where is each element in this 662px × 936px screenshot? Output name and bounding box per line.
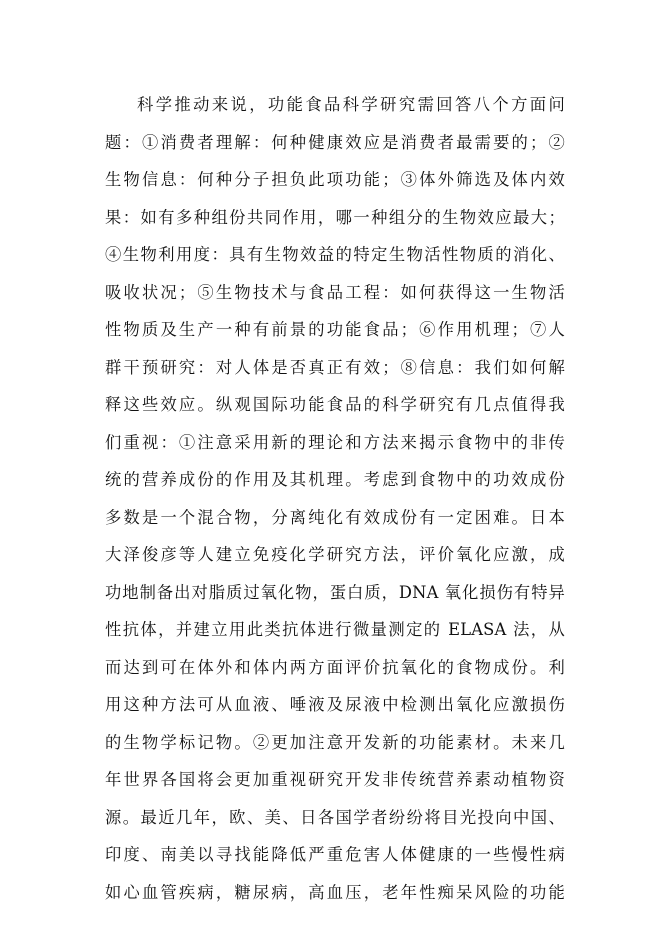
text-line: 科学推动来说，功能食品科学研究需回答八个方面问 <box>137 95 565 114</box>
text-line: 印度、南美以寻找能降低严重危害人体健康的一些慢性病 <box>105 845 565 864</box>
text-line: ④生物利用度：具有生物效益的特定生物活性物质的消化、 <box>105 245 565 264</box>
text-line: 生物信息：何种分子担负此项功能；③体外筛选及体内效 <box>105 170 565 189</box>
text-line: 年世界各国将会更加重视研究开发非传统营养素动植物资 <box>105 770 565 789</box>
text-line: 果：如有多种组份共同作用，哪一种组分的生物效应最大； <box>105 207 565 227</box>
text-line: 功地制备出对脂质过氧化物，蛋白质，DNA 氧化损伤有特异 <box>105 582 565 602</box>
text-line: 性物质及生产一种有前景的功能食品；⑥作用机理；⑦人 <box>105 320 565 339</box>
text-line: 统的营养成份的作用及其机理。考虑到食物中的功效成份 <box>105 470 565 489</box>
text-line: 大泽俊彦等人建立免疫化学研究方法，评价氧化应激，成 <box>105 545 565 564</box>
text-line: 群干预研究：对人体是否真正有效；⑧信息：我们如何解 <box>105 357 565 377</box>
text-line: 们重视：①注意采用新的理论和方法来揭示食物中的非传 <box>105 432 565 452</box>
text-line: 释这些效应。纵观国际功能食品的科学研究有几点值得我 <box>105 395 565 414</box>
text-line: 而达到可在体外和体内两方面评价抗氧化的食物成份。利 <box>105 657 565 677</box>
text-line: 源。最近几年，欧、美、日各国学者纷纷将目光投向中国、 <box>105 807 565 827</box>
text-line: 题：①消费者理解：何种健康效应是消费者最需要的；② <box>105 132 565 152</box>
text-line: 多数是一个混合物，分离纯化有效成份有一定困难。日本 <box>105 507 565 527</box>
text-line: 性抗体，并建立用此类抗体进行微量测定的 ELASA 法，从 <box>105 620 565 639</box>
text-line: 用这种方法可从血液、唾液及尿液中检测出氧化应激损伤 <box>105 695 565 714</box>
text-line: 的生物学标记物。②更加注意开发新的功能素材。未来几 <box>105 732 565 752</box>
text-line: 吸收状况；⑤生物技术与食品工程：如何获得这一生物活 <box>105 282 565 302</box>
body-paragraph <box>105 86 565 911</box>
text-line: 如心血管疾病，糖尿病，高血压，老年性痴呆风险的功能 <box>105 882 565 902</box>
